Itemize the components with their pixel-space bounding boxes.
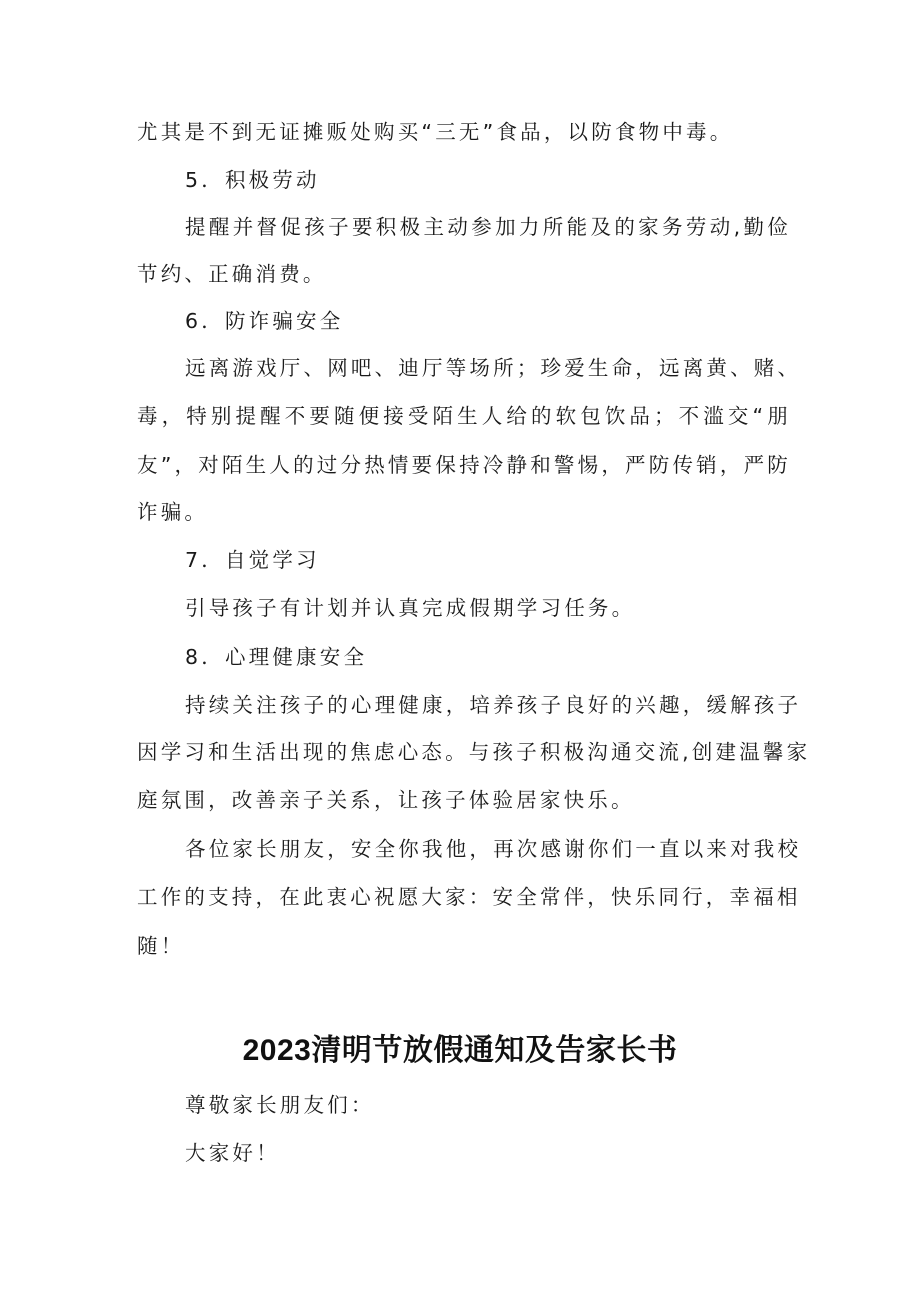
paragraph-line: 诈骗。 xyxy=(137,500,209,524)
paragraph-line: 提醒并督促孩子要积极主动参加力所能及的家务劳动,勤俭 xyxy=(185,215,791,239)
paragraph-line: 尤其是不到无证摊贩处购买“三无”食品，以防食物中毒。 xyxy=(137,120,734,144)
paragraph-line: 节约、正确消费。 xyxy=(137,262,327,286)
section-heading-8: 8．心理健康安全 xyxy=(185,645,368,669)
paragraph-line: 庭氛围，改善亲子关系，让孩子体验居家快乐。 xyxy=(137,788,635,812)
paragraph-line: 各位家长朋友，安全你我他，再次感谢你们一直以来对我校 xyxy=(185,837,802,861)
paragraph-line: 工作的支持，在此衷心祝愿大家：安全常伴，快乐同行，幸福相 xyxy=(137,885,801,909)
paragraph-line: 持续关注孩子的心理健康，培养孩子良好的兴趣，缓解孩子 xyxy=(185,693,802,717)
paragraph-line: 随！ xyxy=(137,934,185,958)
salutation: 尊敬家长朋友们： xyxy=(185,1093,375,1117)
section-heading-7: 7．自觉学习 xyxy=(185,548,320,572)
paragraph-line: 引导孩子有计划并认真完成假期学习任务。 xyxy=(185,596,636,620)
paragraph-line: 友”，对陌生人的过分热情要保持冷静和警惕，严防传销，严防 xyxy=(137,453,791,477)
section-heading-5: 5．积极劳动 xyxy=(185,168,320,192)
greeting-line: 大家好！ xyxy=(185,1141,280,1165)
paragraph-line: 毒，特别提醒不要随便接受陌生人给的软包饮品；不滥交“朋 xyxy=(137,404,791,428)
paragraph-line: 因学习和生活出现的焦虑心态。与孩子积极沟通交流,创建温馨家 xyxy=(137,740,811,764)
section-heading-6: 6．防诈骗安全 xyxy=(185,309,344,333)
paragraph-line: 远离游戏厅、网吧、迪厅等场所；珍爱生命，远离黄、赌、 xyxy=(185,356,802,380)
document-title: 2023清明节放假通知及告家长书 xyxy=(242,1034,678,1067)
